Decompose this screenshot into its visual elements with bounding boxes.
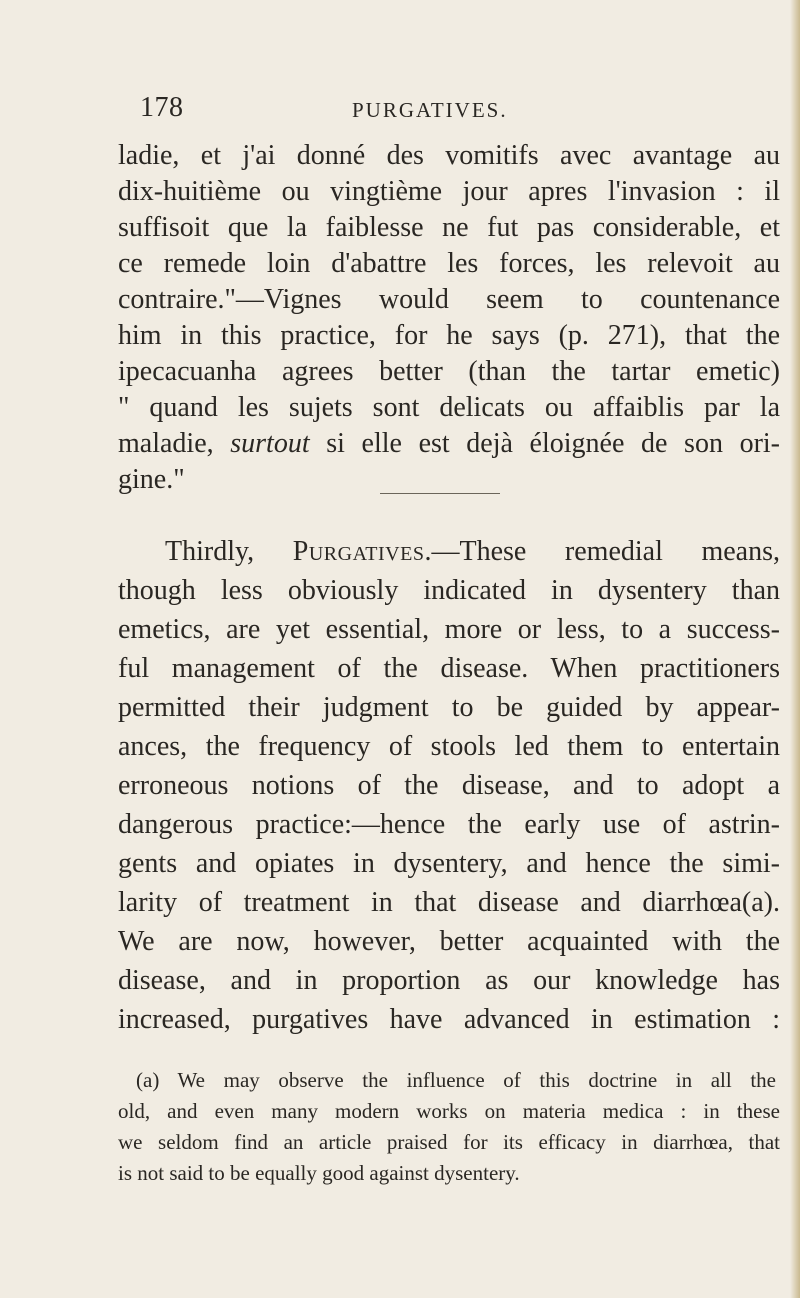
page-edge [790,0,800,1298]
text-line: dangerous practice:—hence the early use of astrin- [118,809,780,840]
section-heading: Purgatives [292,536,425,567]
text-line: permitted their judgment to be guided by appear- [118,692,780,723]
text-line: Thirdly, Purgatives.—These remedial means, [165,536,780,567]
text-line: though less obviously indicated in dysentery than [118,575,780,606]
text-line: contraire."—Vignes would seem to countenance [118,284,780,315]
footnote-line: old, and even many modern works on materia medica : in these [118,1099,780,1123]
running-head: PURGATIVES. [352,98,508,122]
text-line: ances, the frequency of stools led them to entertain [118,731,780,762]
text-line: erroneous notions of the disease, and to adopt a [118,770,780,801]
footnote-line: is not said to be equally good against dysentery. [118,1161,520,1185]
text-line: ipecacuanha agrees better (than the tartar emetic) [118,356,780,387]
text-line: gents and opiates in dysentery, and hence the simi- [118,848,780,879]
text-line: ful management of the disease. When practitioners [118,653,780,684]
text-line: suffisoit que la faiblesse ne fut pas considerable, et [118,212,780,243]
text-line: emetics, are yet essential, more or less, to a success- [118,614,780,645]
text-line: gine." [118,464,185,495]
text-line: " quand les sujets sont delicats ou affaiblis par la [118,392,780,423]
page-number: 178 [140,92,184,123]
text-line: disease, and in proportion as our knowledge has [118,965,780,996]
text-line: him in this practice, for he says (p. 271), that the [118,320,780,351]
footnote-marker: (a) [136,1068,160,1092]
text-line: ce remede loin d'abattre les forces, les relevoit au [118,248,780,279]
text-line: ladie, et j'ai donné des vomitifs avec avantage au [118,140,780,171]
footnote-line: we seldom find an article praised for its efficacy in diarrhœa, that [118,1130,780,1154]
text-line: maladie, surtout si elle est dejà éloignée de son ori- [118,428,781,459]
text-line: increased, purgatives have advanced in estimation : [118,1004,780,1035]
text-line: dix-huitième ou vingtième jour apres l'invasion : il [118,176,780,207]
page-header [0,92,800,132]
section-divider [380,493,500,494]
italic-word: surtout [230,428,310,459]
text-line: larity of treatment in that disease and diarrhœa(a). [118,887,780,918]
text-line: We are now, however, better acquainted with the [118,926,780,957]
footnote-line: (a) We may observe the influence of this doctrine in all the [136,1068,776,1092]
